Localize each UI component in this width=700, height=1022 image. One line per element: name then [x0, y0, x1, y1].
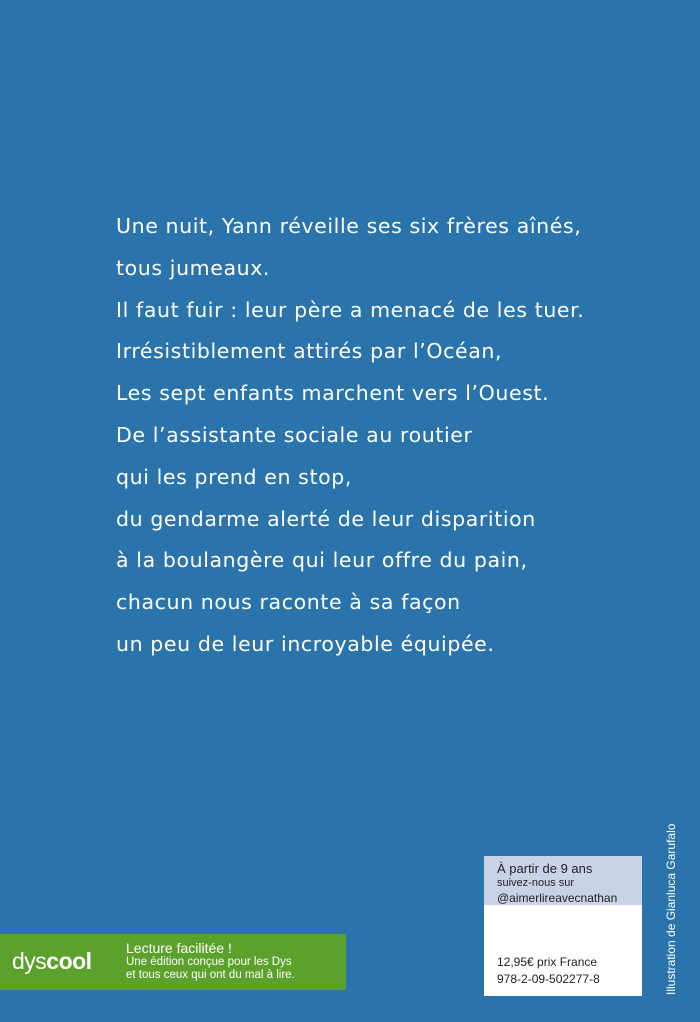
blurb-line: Irrésistiblement attirés par l’Océan, [116, 339, 503, 364]
blurb-line: Une nuit, Yann réveille ses six frères aînés, [116, 214, 582, 238]
social-handle: @aimerlireavecnathan [497, 891, 618, 905]
illustration-credit: Illustration de Gianluca Garufalo [664, 823, 678, 995]
dyscool-logo [12, 948, 92, 975]
info-box [484, 856, 642, 996]
price-isbn-block [497, 954, 600, 988]
dyscool-line-1: Une édition conçue pour les Dys [126, 956, 292, 968]
blurb-line: De l’assistante sociale au routier [116, 422, 473, 447]
back-cover-blurb [116, 206, 636, 666]
age-recommendation: À partir de 9 ans [497, 861, 593, 876]
isbn-label: 978-2-09-502277-8 [497, 972, 600, 986]
blurb-line: du gendarme alerté de leur disparition [116, 506, 536, 531]
blurb-line: chacun nous raconte à sa façon [116, 590, 461, 615]
dyscool-banner [0, 934, 346, 990]
blurb-line: tous jumeaux. [116, 255, 271, 280]
blurb-line: un peu de leur incroyable équipée. [116, 631, 495, 656]
info-box-header [484, 856, 642, 905]
blurb-line: Les sept enfants marchent vers l’Ouest. [116, 381, 550, 406]
blurb-line: à la boulangère qui leur offre du pain, [116, 548, 528, 573]
dyscool-text [126, 940, 295, 982]
dyscool-line-2: et tous ceux qui ont du mal à lire. [126, 969, 295, 981]
dyscool-logo-bold: cool [46, 948, 92, 974]
dyscool-title: Lecture facilitée ! [126, 940, 232, 956]
blurb-line: qui les prend en stop, [116, 464, 352, 489]
price-label: 12,95€ prix France [497, 955, 598, 969]
follow-label: suivez-nous sur [497, 877, 575, 889]
dyscool-logo-light: dys [12, 948, 47, 974]
blurb-line: Il faut fuir : leur père a menacé de les tuer. [116, 297, 585, 322]
